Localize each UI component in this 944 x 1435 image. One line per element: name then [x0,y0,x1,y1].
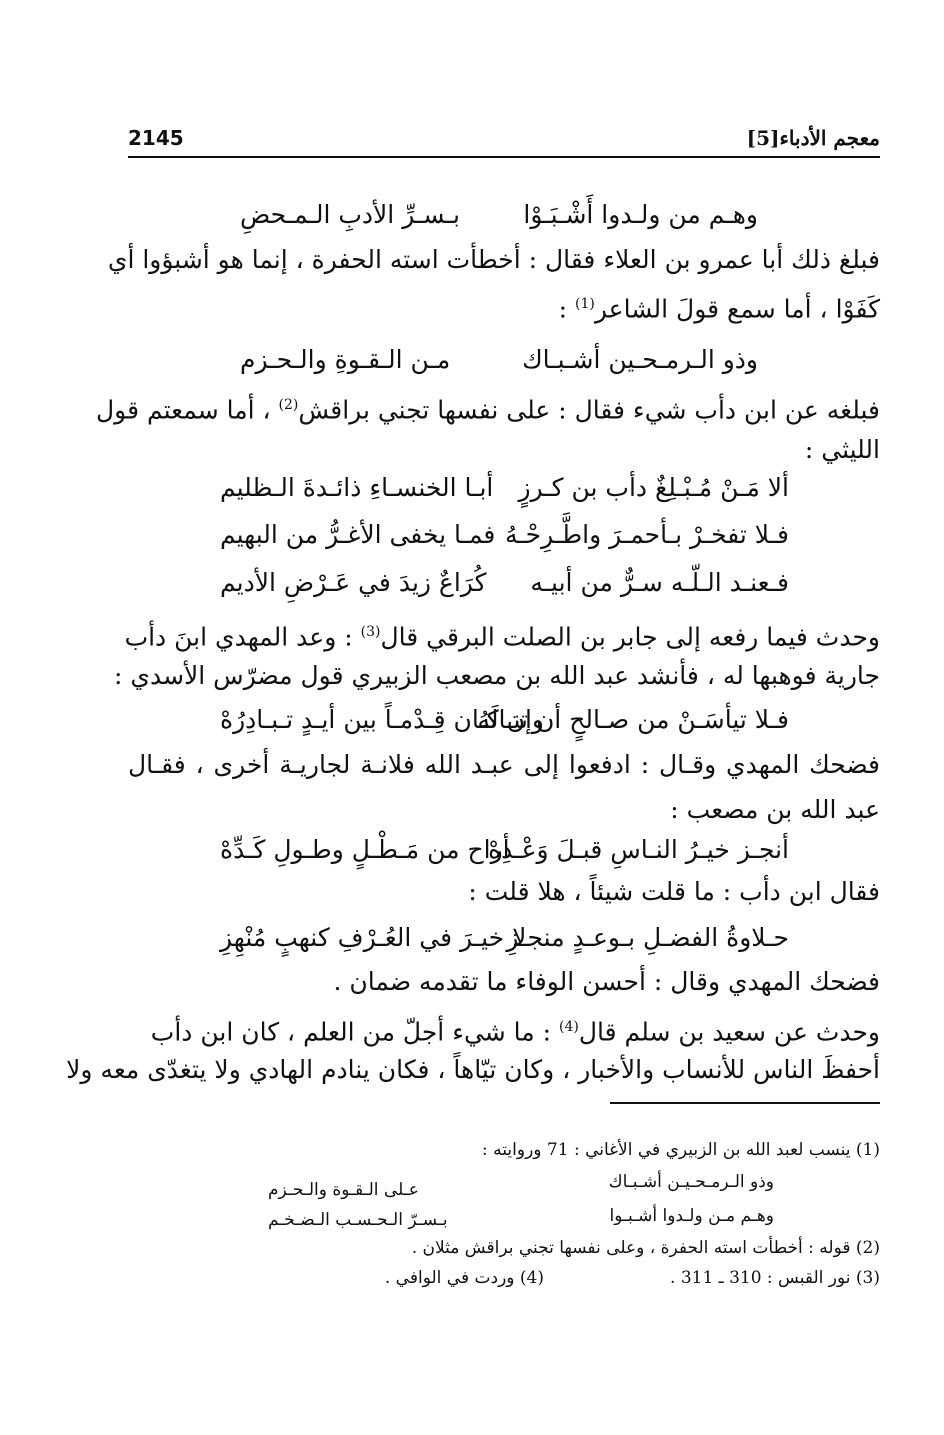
footnote-marker-2: (2) [278,397,299,413]
verse-6-second-hemistich: وإن كـان قِـدْمـاً بين أيـدٍ تـبـادِرُهْ [220,705,544,734]
verse-7-first-hemistich: أنجـز خيـرُ النـاسِ قبـلَ وَعْـدِهْ [488,835,789,864]
verse-2-first-hemistich: وذو الـرمـحـين أشـبـاك [522,345,758,374]
paragraph-2-line-2: الليثي : [804,435,880,464]
book-title: معجم الأدباء[5] [746,126,880,150]
verse-4-second-hemistich: فمـا يخفى الأغـرُّ من البهيم [220,520,496,549]
footnote-1-verse-1-first: وذو الـرمـحـيـن أشـبـاك [608,1172,774,1192]
paragraph-7-line-1-text: وحدث عن سعيد بن سلم قال [578,1017,880,1047]
paragraph-2-line-1-text: فبلغه عن ابن دأب شيء فقال : على نفسها تجني براقش [298,395,880,425]
paragraph-1-line-2-text: كَفَوْا ، أما سمع قولَ الشاعر [594,294,880,324]
paragraph-7-line-1 [128,1007,880,1047]
footnote-2: (2) قوله : أخطأت استه الحفرة ، وعلى نفسها تجني براقش مثلان . [411,1238,880,1258]
verse-3-second-hemistich: أبـا الخنسـاءِ ذائـدةَ الـظليم [220,473,494,502]
footnote-3: (3) نور القبس : 310 ـ 311 . [670,1268,880,1288]
footnote-1: (1) ينسب لعبد الله بن الزبيري في الأغاني : 71 وروايته : [482,1140,880,1160]
paragraph-3-line-1 [124,612,880,652]
paragraph-6-line-1: فضحك المهدي وقال : أحسن الوفاء ما تقدمه ضمان . [333,967,880,996]
paragraph-1-line-1: فبلغ ذلك أبا عمرو بن العلاء فقال : أخطأت استه الحفرة ، إنما هو أشبؤوا أي [107,245,880,274]
footnote-1-verse-2-first: وهـم مـن ولـدوا أشـبـوا [609,1206,774,1226]
footnote-1-verse-1-second: عـلى الـقـوة والـحـزم [268,1180,419,1200]
paragraph-1-line-2 [128,284,880,324]
verse-7-second-hemistich: أراح من مَـطْـلٍ وطـولِ كَـدِّهْ [220,835,510,864]
page-number: 2145 [128,126,184,150]
footnote-1-verse-2-second: بـسـرّ الـحـسـب الـضـخـم [268,1210,448,1230]
paragraph-5-line-1: فقال ابن دأب : ما قلت شيئاً ، هلا قلت : [468,877,880,906]
verse-1-second-hemistich: بـسـرِّ الأدبِ الـمـحضِ [240,200,460,229]
paragraph-2-line-1 [96,385,880,425]
paragraph-3-line-1-end: : وعد المهدي ابنَ دأب [124,622,361,652]
verse-8-second-hemistich: لا خيـرَ في العُـرْفِ كنهبٍ مُنْهِزِ [220,923,527,952]
footnote-4: (4) وردت في الوافي . [384,1268,544,1288]
paragraph-1-line-2-end: : [558,294,576,324]
verse-2-second-hemistich: مـن الـقـوةِ والـحـزم [240,345,451,374]
verse-3-first-hemistich: ألا مَـنْ مُـبْـلِغٌ دأب بن كـرزٍ [518,473,789,502]
footnote-marker-3: (3) [360,624,381,640]
paragraph-3-line-1-text: وحدث فيما رفعه إلى جابر بن الصلت البرقي قال [380,622,880,652]
verse-6-first-hemistich: فـلا تيأسَـنْ من صـالحٍ أن تنـالَهُ [477,705,789,734]
verse-4-first-hemistich: فـلا تفخـرْ بـأحمـرَ واطَّـرِحْـهُ [504,520,789,549]
paragraph-7-line-1-end: : ما شيء أجلّ من العلم ، كان ابن دأب [150,1017,560,1047]
footnote-separator [610,1102,880,1104]
paragraph-7-line-2: أحفظَ الناس للأنساب والأخبار ، وكان تيّاهاً ، فكان ينادم الهادي ولا يتغدّى معه ولا [66,1055,880,1084]
paragraph-2-line-1-end: ، أما سمعتم قول [96,395,271,425]
verse-5-first-hemistich: فـعنـد الـلّـه سـرٌّ من أبيـه [530,568,789,597]
verse-1-first-hemistich: وهـم من ولـدوا أَشْـبَـوْا [523,200,758,229]
paragraph-4-line-1: فضحك المهدي وقـال : ادفعوا إلى عبـد الله فلانـة لجاريـة أخرى ، فقـال [128,750,880,779]
footnote-marker-1: (1) [575,296,595,312]
running-header [128,126,880,158]
paragraph-3-line-2: جارية فوهبها له ، فأنشد عبد الله بن مصعب الزبيري قول مضرّس الأسدي : [114,661,880,690]
paragraph-4-line-2: عبد الله بن مصعب : [670,795,880,824]
verse-8-first-hemistich: حـلاوةُ الفضـلِ بـوعـدٍ منجـزِ [506,923,789,952]
footnote-marker-4: (4) [559,1019,579,1035]
verse-5-second-hemistich: كُرَاعٌ زيدَ في عَـرْضِ الأديم [220,568,487,597]
